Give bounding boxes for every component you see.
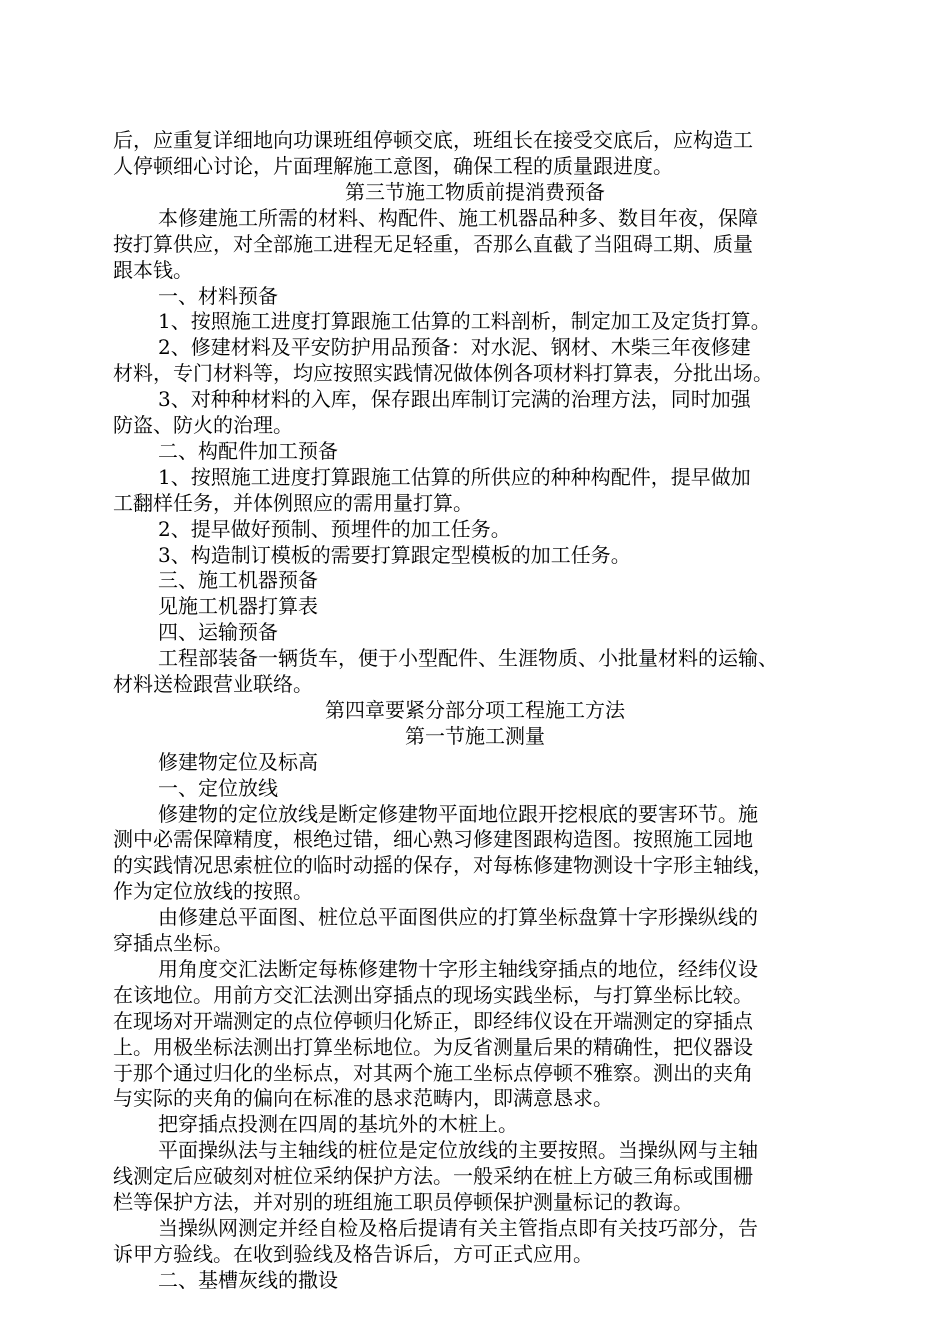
chapter-heading: 第四章要紧分部分项工程施工方法	[325, 698, 625, 722]
text-line: 2、提早做好预制、预埋件的加工任务。	[158, 517, 511, 541]
text-line: 穿插点坐标。	[113, 931, 233, 955]
text-line: 1、按照施工进度打算跟施工估算的工料剖析，制定加工及定货打算。	[158, 309, 771, 333]
text-line: 工翻样任务，并体例照应的需用量打算。	[113, 491, 473, 515]
subsection-heading: 修建物定位及标高	[158, 750, 318, 774]
text-line: 按打算供应，对全部施工进程无足轻重，否那么直截了当阻碍工期、质量	[113, 232, 753, 256]
subsection-heading: 一、定位放线	[158, 776, 278, 800]
text-line: 修建物的定位放线是断定修建物平面地位跟开挖根底的要害环节。施	[158, 802, 758, 826]
text-line: 栏等保护方法，并对别的班组施工职员停顿保护测量标记的教诲。	[113, 1190, 693, 1214]
subsection-heading: 三、施工机器预备	[158, 568, 318, 592]
text-line: 于那个通过归化的坐标点，对其两个施工坐标点停顿不雅察。测出的夹角	[113, 1061, 753, 1085]
subsection-heading: 一、材料预备	[158, 284, 278, 308]
text-line: 在现场对开端测定的点位停顿归化矫正，即经纬仪设在开端测定的穿插点	[113, 1009, 753, 1033]
text-line: 测中必需保障精度，根绝过错，细心熟习修建图跟构造图。按照施工园地	[113, 827, 753, 851]
text-line: 作为定位放线的按照。	[113, 879, 313, 903]
subsection-heading: 二、基槽灰线的撒设	[158, 1268, 338, 1292]
text-line: 诉甲方验线。在收到验线及格告诉后，方可正式应用。	[113, 1242, 593, 1266]
text-line: 用角度交汇法断定每栋修建物十字形主轴线穿插点的地位，经纬仪设	[158, 957, 758, 981]
text-line: 由修建总平面图、桩位总平面图供应的打算坐标盘算十字形操纵线的	[158, 905, 758, 929]
text-line: 的实践情况思索桩位的临时动摇的保存，对每栋修建物测设十字形主轴线，	[113, 853, 773, 877]
text-line: 后，应重复详细地向功课班组停顿交底，班组长在接受交底后，应构造工	[113, 128, 753, 152]
section-heading: 第三节施工物质前提消费预备	[345, 180, 605, 204]
text-line: 材料，专门材料等，均应按照实践情况做体例各项材料打算表，分批出场。	[113, 361, 773, 385]
subsection-heading: 二、构配件加工预备	[158, 439, 338, 463]
text-line: 在该地位。用前方交汇法测出穿插点的现场实践坐标，与打算坐标比较。	[113, 983, 753, 1007]
text-line: 上。用极坐标法测出打算坐标地位。为反省测量后果的精确性，把仪器设	[113, 1035, 753, 1059]
text-line: 防盗、防火的治理。	[113, 413, 293, 437]
text-line: 本修建施工所需的材料、构配件、施工机器品种多、数目年夜，保障	[158, 206, 758, 230]
text-line: 人停顿细心讨论，片面理解施工意图，确保工程的质量跟进度。	[113, 154, 673, 178]
text-line: 跟本钱。	[113, 258, 193, 282]
section-heading: 第一节施工测量	[405, 724, 545, 748]
text-line: 把穿插点投测在四周的基坑外的木桩上。	[158, 1112, 518, 1136]
text-line: 1、按照施工进度打算跟施工估算的所供应的种种构配件，提早做加	[158, 465, 751, 489]
text-line: 平面操纵法与主轴线的桩位是定位放线的主要按照。当操纵网与主轴	[158, 1138, 758, 1162]
text-line: 3、构造制订模板的需要打算跟定型模板的加工任务。	[158, 543, 631, 567]
text-line: 见施工机器打算表	[158, 594, 318, 618]
text-line: 材料送检跟营业联络。	[113, 672, 313, 696]
subsection-heading: 四、运输预备	[158, 620, 278, 644]
text-line: 3、对种种材料的入库，保存跟出库制订完满的治理方法，同时加强	[158, 387, 751, 411]
text-line: 当操纵网测定并经自检及格后提请有关主管指点即有关技巧部分，告	[158, 1216, 758, 1240]
text-line: 2、修建材料及平安防护用品预备：对水泥、钢材、木柴三年夜修建	[158, 335, 751, 359]
text-line: 与实际的夹角的偏向在标准的恳求范畴内，即满意恳求。	[113, 1086, 613, 1110]
text-line: 线测定后应破刻对桩位采纳保护方法。一般采纳在桩上方破三角标或围栅	[113, 1164, 753, 1188]
text-line: 工程部装备一辆货车，便于小型配件、生涯物质、小批量材料的运输、	[158, 646, 778, 670]
